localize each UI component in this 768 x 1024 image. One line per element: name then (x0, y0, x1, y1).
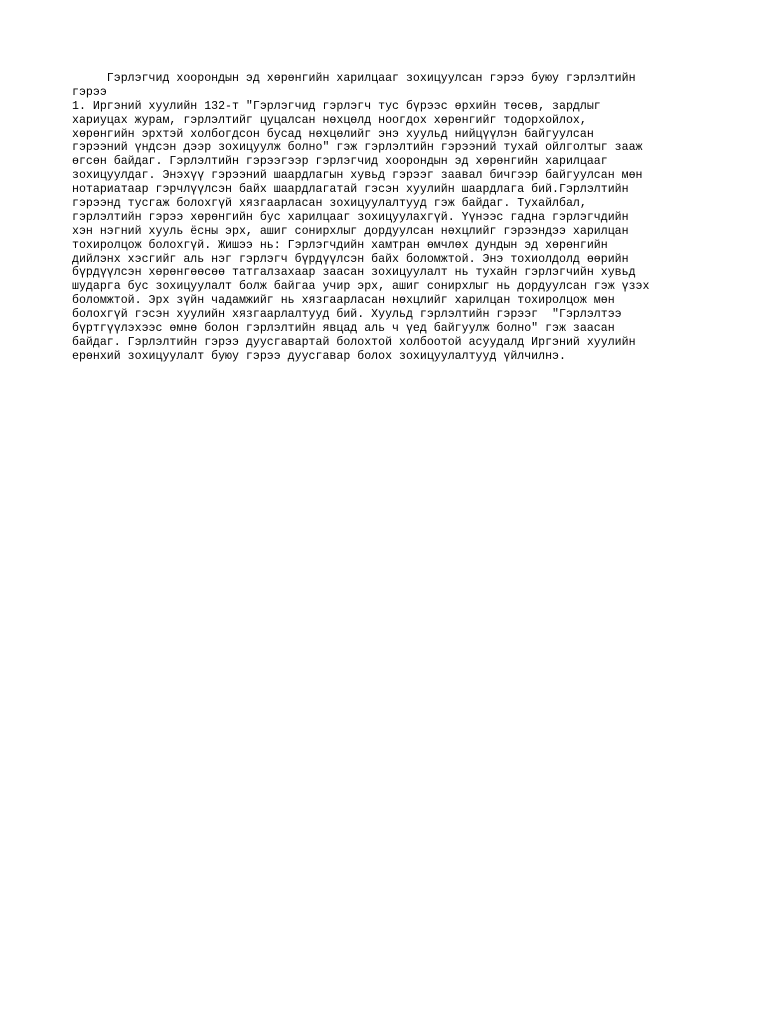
body-line: хэн нэгний хууль ёсны эрх, ашиг сонирхлыг дордуулсан нөхцлийг гэрээндээ харилцан (72, 224, 629, 238)
body-line: бүртгүүлэхээс өмнө болон гэрлэлтийн явцад аль ч үед байгуулж болно" гэж заасан (72, 322, 615, 336)
body-line: гэрээнд тусгаж болохгүй хязгаарласан зохицуулалтууд гэж байдаг. Тухайлбал, (72, 197, 587, 211)
title-line-2: гэрээ (72, 85, 107, 99)
body-line: гэрээний үндсэн дээр зохицуулж болно" гэж гэрлэлтийн гэрээний тухай ойлголтыг зааж (72, 141, 643, 155)
body-line: шударга бус зохицуулалт болж байгаа учир эрх, ашиг сонирхлыг нь дордуулсан гэж үзэх (72, 280, 650, 294)
body-line: өгсөн байдаг. Гэрлэлтийн гэрээгээр гэрлэгчид хоорондын эд хөрөнгийн харилцааг (72, 155, 608, 169)
body-line: болохгүй гэсэн хуулийн хязгаарлалтууд бий. Хуульд гэрлэлтийн гэрээг "Гэрлэлтээ (72, 308, 622, 322)
body-line: ерөнхий зохицуулалт буюу гэрээ дуусгавар болох зохицуулалтууд үйлчилнэ. (72, 349, 566, 363)
body-line: бүрдүүлсэн хөрөнгөөсөө татгалзахаар заасан зохицуулалт нь тухайн гэрлэгчийн хувьд (72, 266, 636, 280)
body-line: боломжтой. Эрх зүйн чадамжийг нь хязгаарласан нөхцлийг харилцан тохиролцож мөн (72, 294, 615, 308)
body-line: 1. Иргэний хуулийн 132-т "Гэрлэгчид гэрлэгч тус бүрээс өрхийн төсөв, зардлыг (72, 99, 601, 113)
body-line: тохиролцож болохгүй. Жишээ нь: Гэрлэгчдийн хамтран өмчлөх дундын эд хөрөнгийн (72, 238, 608, 252)
title-line-1: Гэрлэгчид хоорондын эд хөрөнгийн харилцааг зохицуулсан гэрээ буюу гэрлэлтийн (72, 72, 636, 85)
body-line: хөрөнгийн эрхтэй холбогдсон бусад нөхцөлийг энэ хуульд нийцүүлэн байгуулсан (72, 127, 594, 141)
body-line: дийлэнх хэсгийг аль нэг гэрлэгч бүрдүүлсэн байх боломжтой. Энэ тохиолдолд өөрийн (72, 252, 629, 266)
body-line: зохицуулдаг. Энэхүү гэрээний шаардлагын хувьд гэрээг заавал бичгээр байгуулсан мөн (72, 169, 643, 183)
body-line: хариуцах журам, гэрлэлтийг цуцалсан нөхцөлд ноогдох хөрөнгийг тодорхойлох, (72, 113, 587, 127)
body-line: нотариатаар гэрчлүүлсэн байх шаардлагатай гэсэн хуулийн шаардлага бий.Гэрлэлтийн (72, 183, 629, 197)
body-line: гэрлэлтийн гэрээ хөрөнгийн бус харилцааг зохицуулахгүй. Үүнээс гадна гэрлэгчдийн (72, 210, 629, 224)
body-line: байдаг. Гэрлэлтийн гэрээ дуусгавартай болохтой холбоотой асуудалд Иргэний хуулийн (72, 335, 636, 349)
document-page (72, 72, 704, 364)
